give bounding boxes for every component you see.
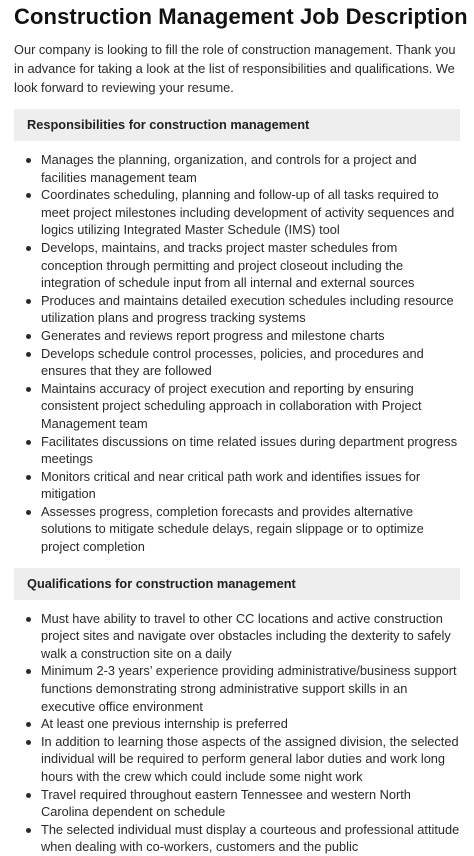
bullet-icon xyxy=(26,740,31,745)
list-item-text: In addition to learning those aspects of the assigned division, the selected individual will be required to perform general labor duties and work long hours with the crew which could include some night work xyxy=(41,733,459,784)
list-item xyxy=(41,186,460,239)
bullet-icon xyxy=(26,158,31,163)
list-item-text: Assesses progress, completion forecasts and provides alternative solutions to mitigate schedule delays, regain slippage or to optimize project completion xyxy=(41,503,424,555)
bullet-icon xyxy=(26,793,31,798)
list-item-text: Travel required throughout eastern Tennessee and western North Carolina dependent on schedule xyxy=(41,786,411,820)
list-item xyxy=(41,610,460,663)
list-item xyxy=(41,715,460,733)
list-item xyxy=(41,503,460,556)
list-item xyxy=(41,786,460,821)
bullet-icon xyxy=(26,193,31,198)
list-item xyxy=(41,733,460,786)
list-item-text: The selected individual must display a courteous and professional attitude when dealing with co-workers, customers and the public xyxy=(41,821,460,855)
list-item xyxy=(41,433,460,468)
bullet-icon xyxy=(26,387,31,392)
list-item-text: Maintains accuracy of project execution and reporting by ensuring consistent project scheduling approach in collaboration with Project Management team xyxy=(41,380,422,431)
list-item xyxy=(41,292,460,327)
bullet-icon xyxy=(26,440,31,445)
list-item xyxy=(41,380,460,433)
page-title: Construction Management Job Description xyxy=(14,4,468,29)
list-item-text: Must have ability to travel to other CC locations and active construction project sites and navigate over obstacles including the dexterity to safely walk a construction site on a daily xyxy=(41,610,451,661)
intro-paragraph: Our company is looking to fill the role of construction management. Thank you in advance for taking a look at the list of responsibilities and qualifications. We look forward to reviewing your resume. xyxy=(14,42,456,95)
list-item-text: Monitors critical and near critical path work and identifies issues for mitigation xyxy=(41,468,421,502)
list-item-text: Minimum 2-3 years’ experience providing administrative/business support functions demonstrating strong administrative support skills in an executive office environment xyxy=(41,663,457,714)
list-item-text: Facilitates discussions on time related issues during department progress meetings xyxy=(41,433,458,467)
list-item xyxy=(41,345,460,380)
list-item-text: Produces and maintains detailed execution schedules including resource utilization plans and progress tracking systems xyxy=(41,292,454,326)
responsibilities-header: Responsibilities for construction management xyxy=(14,109,460,141)
list-item-text: Manages the planning, organization, and controls for a project and facilities management team xyxy=(41,152,417,185)
bullet-icon xyxy=(26,669,31,674)
list-item-text: At least one previous internship is preferred xyxy=(41,716,288,732)
bullet-icon xyxy=(26,334,31,339)
bullet-icon xyxy=(26,828,31,833)
bullet-icon xyxy=(26,352,31,357)
list-item xyxy=(41,151,460,186)
list-item xyxy=(41,327,460,345)
bullet-icon xyxy=(26,246,31,251)
responsibilities-list xyxy=(14,151,460,556)
list-item-text: Coordinates scheduling, planning and follow-up of all tasks required to meet project milestones including development of activity sequences and logics utilizing Integrated Master Schedule (IMS) tool xyxy=(41,187,455,238)
job-description-page xyxy=(0,2,474,855)
list-item-text: Generates and reviews report progress and milestone charts xyxy=(41,327,385,343)
qualifications-list xyxy=(14,610,460,856)
qualifications-header: Qualifications for construction management xyxy=(14,568,460,600)
list-item-text: Develops schedule control processes, policies, and procedures and ensures that they are followed xyxy=(41,345,424,379)
bullet-icon xyxy=(26,722,31,727)
list-item xyxy=(41,821,460,856)
bullet-icon xyxy=(26,510,31,515)
list-item xyxy=(41,468,460,503)
bullet-icon xyxy=(26,475,31,480)
list-item-text: Develops, maintains, and tracks project master schedules from conception through permitting and project closeout including the integration of schedule input from all internal and external sources xyxy=(41,239,415,291)
bullet-icon xyxy=(26,617,31,622)
bullet-icon xyxy=(26,299,31,304)
list-item xyxy=(41,239,460,292)
list-item xyxy=(41,662,460,715)
